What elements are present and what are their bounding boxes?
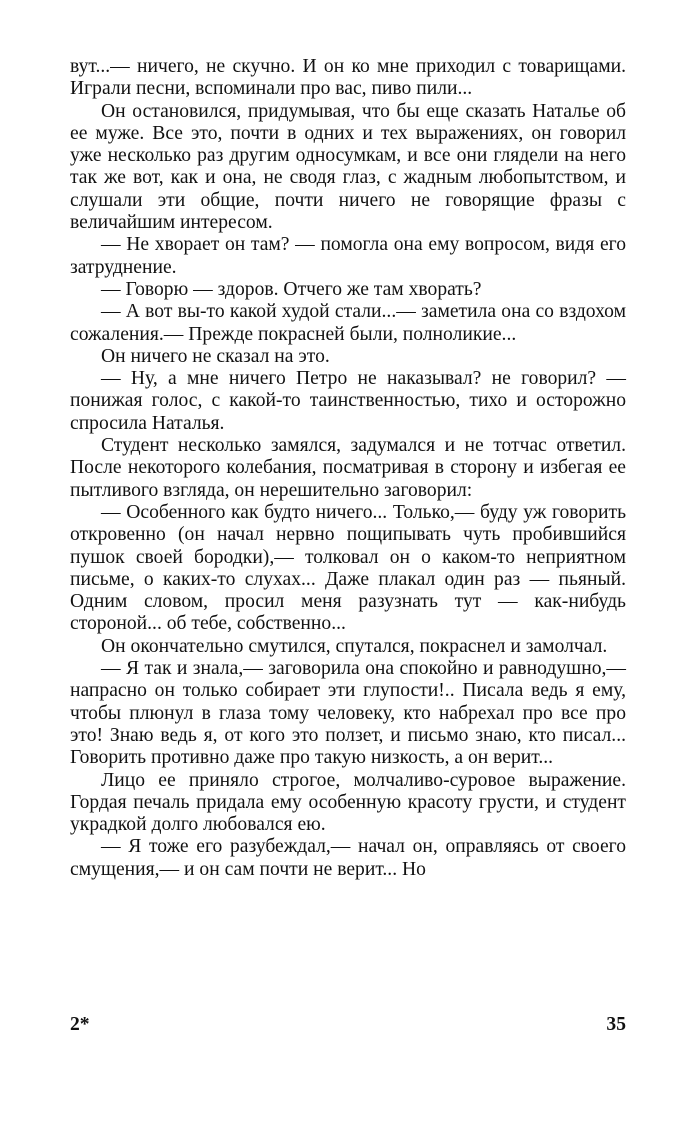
page-footer <box>70 1014 626 1040</box>
paragraph: — А вот вы-то какой худой стали...— заметила она со вздохом сожаления.— Прежде покрасней были, полноликие... <box>70 301 626 345</box>
paragraph: — Не хворает он там? — помогла она ему вопросом, видя его затруднение. <box>70 234 626 278</box>
paragraph: — Я тоже его разубеждал,— начал он, оправляясь от своего смущения,— и он сам почти не верит... Но <box>70 836 626 880</box>
paragraph: Лицо ее приняло строгое, молчаливо-суровое выражение. Гордая печаль придала ему особенную красоту грусти, и студент украдкой долго любовался ею. <box>70 769 626 836</box>
paragraph: — Говорю — здоров. Отчего же там хворать? <box>101 278 482 300</box>
paragraph: Студент несколько замялся, задумался и не тотчас ответил. После некоторого колебания, посматривая в сторону и избегая ее пытливого взгляда, он нерешительно заговорил: <box>70 435 626 501</box>
paragraph: вут...— ничего, не скучно. И он ко мне приходил с товарищами. Играли песни, вспоминали про вас, пиво пили... <box>70 56 626 100</box>
paragraph: — Ну, а мне ничего Петро не наказывал? не говорил? — понижая голос, с какой-то таинственностью, тихо и осторожно спросила Наталья. <box>70 368 626 434</box>
signature-mark: 2* <box>70 1014 90 1035</box>
paragraph: — Особенного как будто ничего... Только,— буду уж говорить откровенно (он начал нервно пощипывать чуть пробившийся пушок своей бородки),— толковал он о каком-то неприятном письме, о каких-то слухах... Даже плакал один раз — пьяный. Одним словом, просил меня разузнать тут — как-нибудь стороной... об тебе, собственно... <box>70 501 626 635</box>
paragraph: Он остановился, придумывая, что бы еще сказать Наталье об ее муже. Все это, почти в одних и тех выражениях, он говорил уже несколько раз другим односумкам, и все они глядели на него так же вот, как и она, не сводя глаз, с жадным любопытством, и слушали эти общие, почти ничего не говорящие фразы с величайшим интересом. <box>70 100 626 234</box>
paragraph: — Я так и знала,— заговорила она спокойно и равнодушно,— напрасно он только собирает эти глупости!.. Писала ведь я ему, чтобы плюнул в глаза тому человеку, кто набрехал про все про это! Знаю ведь я, от кого это ползет, и письмо знаю, кто писал... Говорить противно даже про такую низкость, а он верит... <box>70 658 626 769</box>
paragraph: Он окончательно смутился, спутался, покраснел и замолчал. <box>101 635 608 657</box>
page-number: 35 <box>606 1014 626 1035</box>
page-body <box>70 56 626 881</box>
paragraph: Он ничего не сказал на это. <box>101 345 330 367</box>
